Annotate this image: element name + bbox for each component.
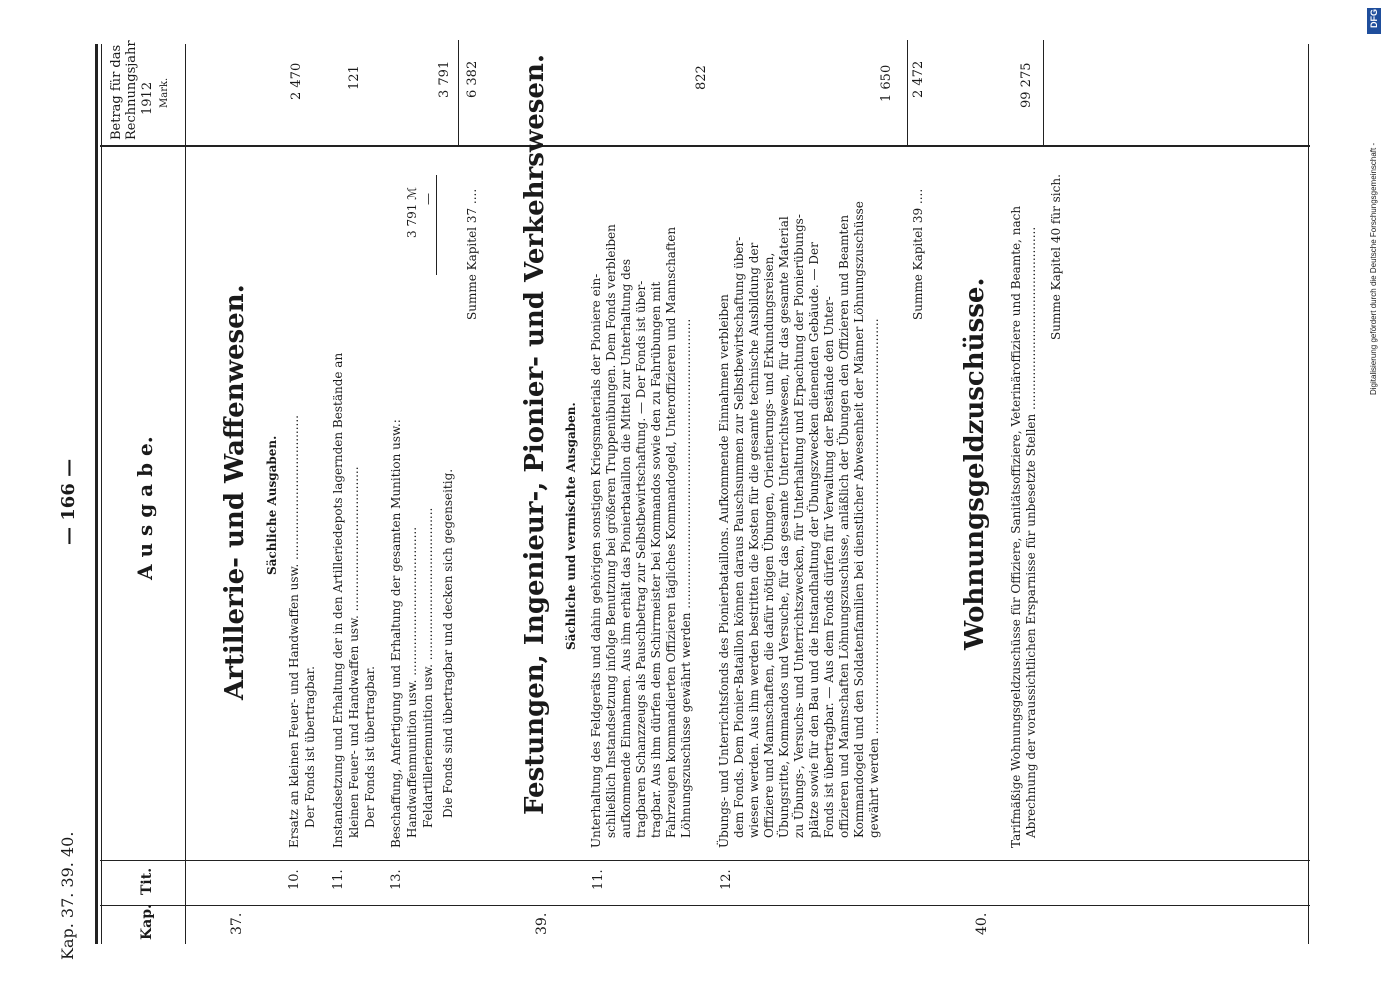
tit-number: 13. xyxy=(389,869,404,890)
tit-number: 11. xyxy=(591,869,606,890)
chapter-subtitle-37: Sächliche Ausgaben. xyxy=(265,435,279,575)
amount-header-1: Betrag für das xyxy=(109,44,124,140)
sub-amount: — xyxy=(421,193,435,205)
tit-number: 11. xyxy=(331,869,346,890)
item-text-line: dem Fonds. Dem Pionier-Bataillon können daraus Pauschsummen zur Selbstbewirtschaftung über- xyxy=(732,236,746,838)
digitization-credit: Digitalisierung gefördert durch die Deutsche Forschungsgemeinschaft - xyxy=(1369,142,1378,395)
item-amount: 2 470 xyxy=(289,62,304,100)
tit-text-divider xyxy=(100,860,1310,861)
frame-bottom-line xyxy=(1308,44,1309,944)
chapter-sum-amount: 6 382 xyxy=(465,60,480,98)
chapter-sum-label: Summe Kapitel 37 .... xyxy=(465,188,479,320)
item-text-line: Übungs- und Unterrichtsfonds des Pionierbataillons. Aufkommende Einnahmen verbleiben xyxy=(717,294,731,848)
item-text-line: plätze sowie für den Bau und die Instandhaltung der Übungszwecken dienenden Gebäude. — Der xyxy=(807,242,821,838)
item-text-line: Unterhaltung des Feldgeräts und dahin gehörigen sonstigen Kriegsmaterials der Pioniere ein- xyxy=(589,273,603,848)
item-text-line: Löhnungszuschüsse gewährt werden ............................................................................ xyxy=(679,318,693,838)
item-text-line: Beschaffung, Anfertigung und Erhaltung der gesamten Munition usw.: xyxy=(389,419,403,848)
item-text-line: kleinen Feuer- und Handwaffen usw. ...................................... xyxy=(347,466,361,838)
kap-number-37: 37. xyxy=(229,912,245,935)
item-amount: 99 275 xyxy=(1019,62,1034,108)
chapter-title-40: Wohnungsgeldzuschüsse. xyxy=(960,277,990,650)
item-text-line: tragbaren Schanzzeugs als Pauschbetrag zur Selbstbewirtschaftung. — Der Fonds ist über- xyxy=(634,280,648,838)
kap-tit-divider xyxy=(100,905,1310,906)
frame-top-line-thin xyxy=(101,44,102,944)
dfg-logo: DFG xyxy=(1367,8,1381,34)
item-text-line: tragbar. Aus ihm dürfen dem Schirrmeister bei Kommandos sowie den zu Fahrübungen mit xyxy=(649,281,663,838)
item-amount: 822 xyxy=(694,65,709,90)
item-text-line: Abrechnung der voraussichtlichen Ersparnisse für unbesetzte Stellen ................................................ xyxy=(1024,226,1038,838)
item-text-line: Fahrzeugen kommandierten Offizieren tägliches Kommandogeld, Unteroffizieren und Mannschaften xyxy=(664,226,678,838)
header-divider xyxy=(185,44,186,944)
tit-number: 12. xyxy=(719,869,734,890)
item-text-line: wiesen werden. Aus ihm werden bestritten die Kosten für die gesamte technische Ausbildung der xyxy=(747,242,761,838)
item-text-line: Übungsritte, Kommandos und Versuche, für das gesamte Unterrichtswesen, für das gesamte Material xyxy=(777,216,791,838)
item-amount: 1 650 xyxy=(879,64,894,102)
item-text-line: Tarifmäßige Wohnungsgeldzuschüsse für Offiziere, Sanitätsoffiziere, Veterinäroffiziere und Beamte, nach xyxy=(1009,205,1023,848)
amount-header-2: Rechnungsjahr xyxy=(124,40,139,140)
item-text-line: Der Fonds ist übertragbar. xyxy=(363,666,377,828)
item-text-line: offizieren und Mannschaften Löhnungszuschüsse, anläßlich der Übungen den Offizieren und Beamten xyxy=(837,214,851,838)
item-text-line: aufkommende Einnahmen. Aus ihm erhält das Pionierbataillon die Mittel zur Unterhaltung des xyxy=(619,258,633,838)
subtotal-rule xyxy=(436,175,437,275)
kap-reference: Kap. 37. 39. 40. xyxy=(58,831,77,960)
chapter-sum-label: Summe Kapitel 39 .... xyxy=(911,188,925,320)
sum-rule xyxy=(907,40,908,145)
column-header-kap: Kap. xyxy=(139,904,155,940)
item-text-line: gewährt werden ............................................................................................................. xyxy=(867,318,881,838)
item-text-line: Feldartilleriemunition usw. ........................................ xyxy=(421,507,435,828)
section-title: A u s g a b e. xyxy=(133,436,157,580)
item-text-line: Offiziere und Mannschaften, die dafür nötigen Übungen, Orientierungs- und Erkundungsreisen, xyxy=(762,252,776,838)
item-text-line: Der Fonds ist übertragbar. xyxy=(303,666,317,828)
item-text-line: Ersatz an kleinen Feuer- und Handwaffen usw. ...................................... xyxy=(287,415,301,848)
kap-number-40: 40. xyxy=(974,912,990,935)
chapter-sum-amount: 2 472 xyxy=(911,60,926,98)
kap-number-39: 39. xyxy=(534,912,550,935)
sub-amount: 3 791 ℳ xyxy=(405,187,419,238)
amount-divider xyxy=(100,145,1310,147)
amount-header-4: Mark. xyxy=(159,77,170,108)
item-text-line: Instandsetzung und Erhaltung der in den Artilleriedepots lagernden Bestände an xyxy=(331,352,345,848)
item-text-line: Die Fonds sind übertragbar und decken sich gegenseitig. xyxy=(441,468,455,818)
column-header-tit: Tit. xyxy=(139,867,155,895)
item-amount: 121 xyxy=(347,65,362,90)
sum-rule xyxy=(458,40,459,145)
item-text-line: schließlich Instandsetzung infolge Benutzung bei größeren Truppenübungen. Dem Fonds verbleiben xyxy=(604,224,618,838)
item-text-line: zu Übungs-, Versuchs- und Unterrichtszwecken, für Unterhaltung und Erpachtung der Pionierübungs- xyxy=(792,214,806,838)
frame-top-line xyxy=(95,44,98,944)
sum-rule xyxy=(1043,40,1044,145)
chapter-sum-label: Summe Kapitel 40 für sich. xyxy=(1049,174,1063,340)
item-text-line: Fonds ist übertragbar. — Aus dem Fonds dürfen für Verwaltung der Bestände den Unter- xyxy=(822,296,836,838)
chapter-subtitle-39: Sächliche und vermischte Ausgaben. xyxy=(564,402,578,650)
item-text-line: Kommandogeld und den Soldatenfamilien bei dienstlicher Abwesenheit der Männer Löhnungszuschüsse xyxy=(852,201,866,838)
page-number: — 166 — xyxy=(58,458,79,545)
item-amount: 3 791 xyxy=(437,60,452,98)
chapter-title-39: Festungen, Ingenieur-, Pionier- und Verkehrswesen. xyxy=(520,54,550,815)
chapter-title-37: Artillerie- und Waffenwesen. xyxy=(220,284,250,700)
item-text-line: Handwaffenmunition usw. ....................................... xyxy=(405,526,419,838)
tit-number: 10. xyxy=(287,869,302,890)
amount-header-3: 1912 xyxy=(140,81,155,115)
